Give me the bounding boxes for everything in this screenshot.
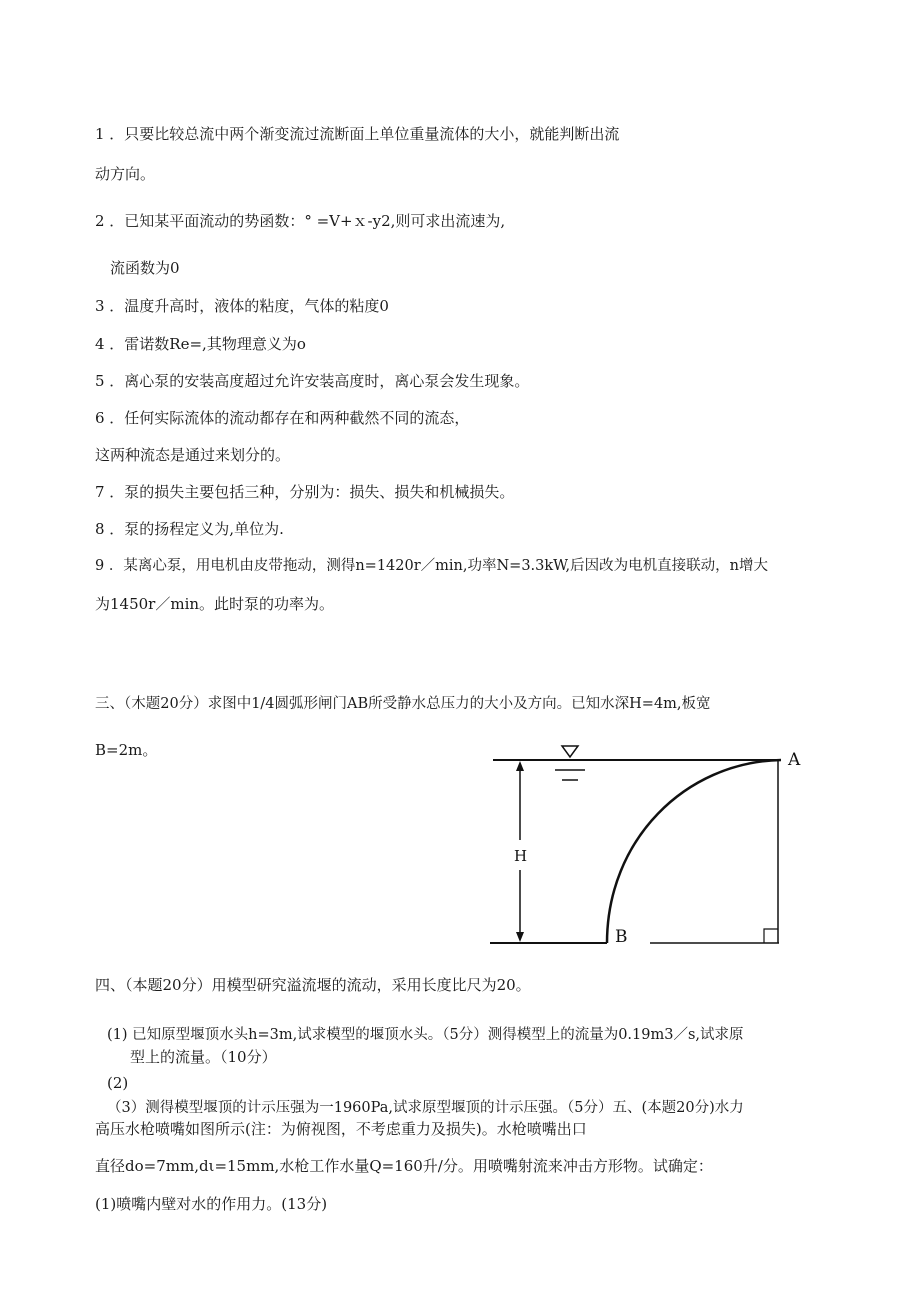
gate-figure	[485, 740, 825, 950]
section-4-item-3-line-1: （3）测得模型堰顶的计示压强为一1960Pa,试求原型堰顶的计示压强。（5分）五、(本题20分)水力	[107, 1100, 744, 1116]
question-5: 5 ．离心泵的安装高度超过允许安装高度时，离心泵会发生现象。	[95, 372, 530, 390]
question-2-line-1: 2 ．已知某平面流动的势函数：° =V+ｘ-y2,则可求出流速为,	[95, 212, 506, 230]
right-angle-marker	[764, 929, 778, 943]
section-5-line-2: (1)喷嘴内壁对水的作用力。(13分)	[95, 1195, 328, 1213]
section-4-item-1-line-1: (1) 已知原型堰顶水头h=3m,试求模型的堰顶水头。（5分）测得模型上的流量为0.19m3／s,试求原	[107, 1027, 744, 1043]
section-3-line-2: B=2m。	[95, 741, 158, 759]
question-3: 3 ．温度升高时，液体的粘度，气体的粘度0	[95, 297, 389, 315]
question-9-line-2: 为1450r／min。此时泵的功率为。	[95, 595, 335, 613]
section-5-line-1: 直径do=7mm,dι=15mm,水枪工作水量Q=160升/分。用喷嘴射流来冲击方形物。试确定：	[95, 1157, 713, 1175]
question-6-line-1: 6 ．任何实际流体的流动都存在和两种截然不同的流态，	[95, 409, 470, 427]
question-9-line-1: 9 ．某离心泵，用电机由皮带拖动，测得n=1420r／min,功率N=3.3kW,后因改为电机直接联动，n增大	[95, 558, 768, 574]
section-4-title: 四、（本题20分）用模型研究溢流堰的流动，采用长度比尺为20。	[95, 976, 531, 994]
question-2-line-2: 流函数为0	[110, 259, 180, 277]
arrow-up-icon	[516, 761, 524, 771]
label-a: A	[788, 750, 801, 770]
section-4-item-1-line-2: 型上的流量。（10分）	[130, 1048, 277, 1066]
free-surface-triangle-icon	[562, 746, 578, 757]
gate-arc	[607, 760, 781, 943]
section-4-item-2: (2)	[107, 1074, 129, 1092]
question-1-line-2: 动方向。	[95, 165, 156, 183]
section-3-line-1: 三、（木题20分）求图中1/4圆弧形闸门AB所受静水总压力的大小及方向。已知水深H=4m,板宽	[95, 696, 711, 712]
label-b: B	[615, 927, 628, 947]
question-6-line-2: 这两种流态是通过来划分的。	[95, 446, 291, 464]
question-8: 8 ．泵的扬程定义为,单位为.	[95, 520, 284, 538]
section-4-item-3-line-2: 高压水枪喷嘴如图所示(注：为俯视图，不考虑重力及损失)。水枪喷嘴出口	[95, 1120, 587, 1138]
label-h: H	[514, 847, 528, 865]
question-4: 4 ．雷诺数Re=,其物理意义为o	[95, 335, 306, 353]
question-1-line-1: 1 ．只要比较总流中两个渐变流过流断面上单位重量流体的大小，就能判断出流	[95, 125, 620, 143]
question-7: 7 ．泵的损失主要包括三种，分别为：损失、损失和机械损失。	[95, 483, 515, 501]
arrow-down-icon	[516, 932, 524, 942]
